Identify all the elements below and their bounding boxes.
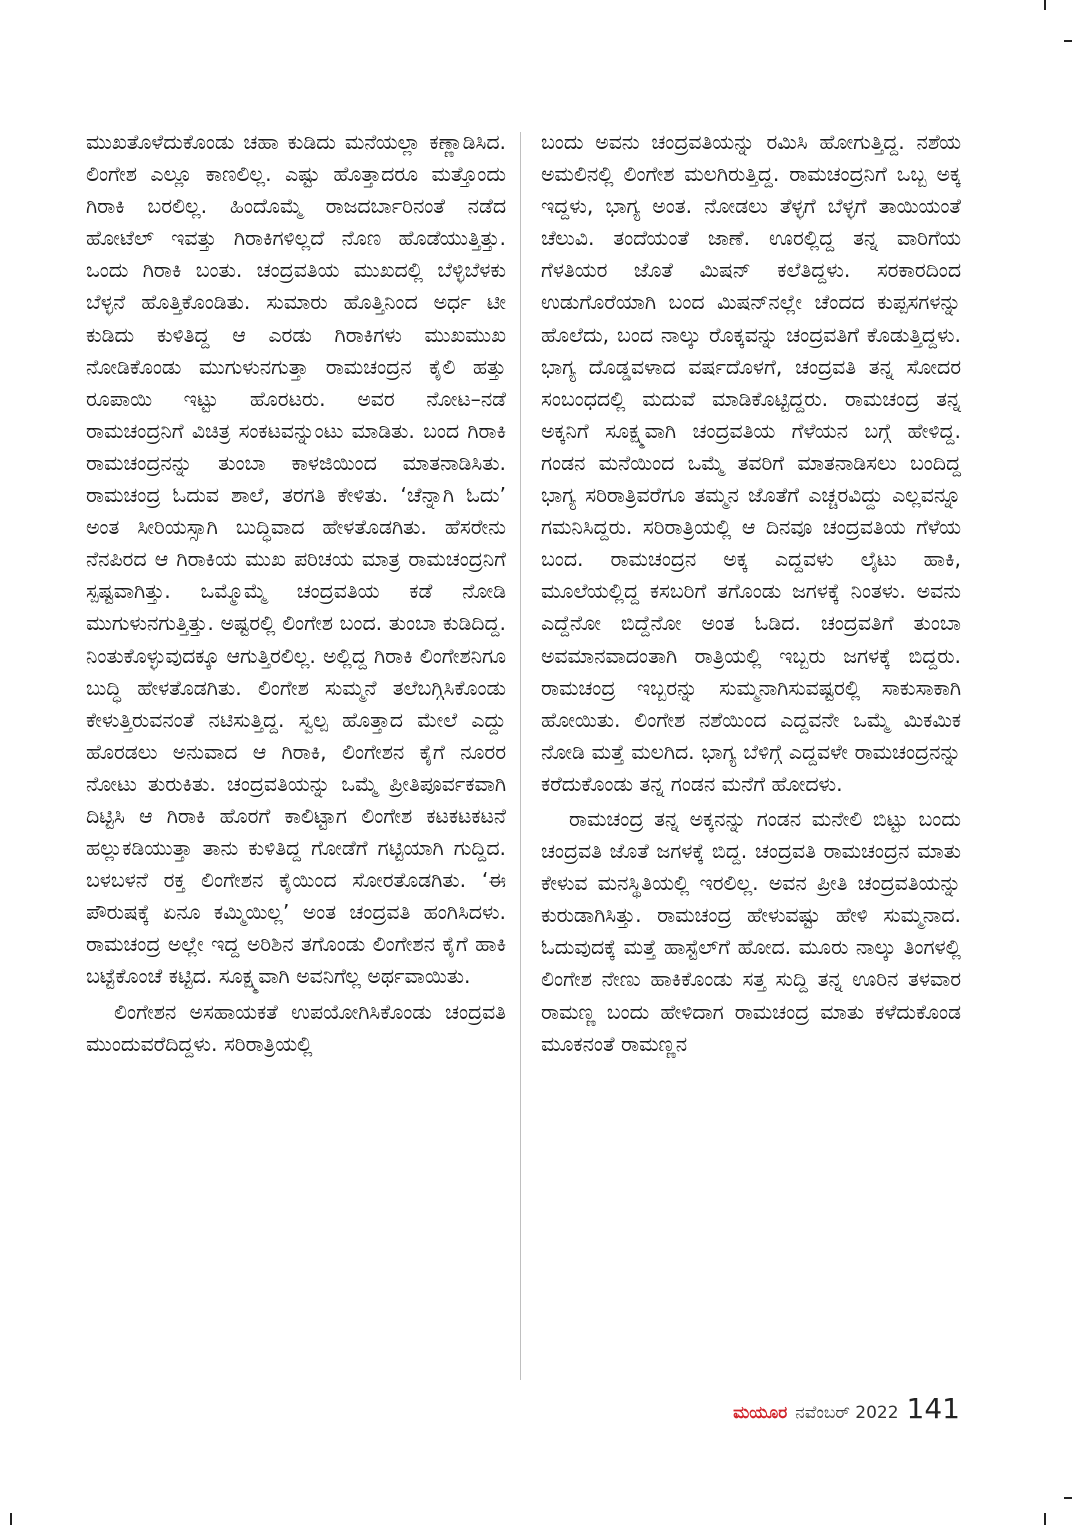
paragraph: ಮುಖತೊಳೆದುಕೊಂಡು ಚಹಾ ಕುಡಿದು ಮನೆಯಲ್ಲಾ ಕಣ್ಣಾಡಿಸಿದ. ಲಿಂಗೇಶ ಎಲ್ಲೂ ಕಾಣಲಿಲ್ಲ. ಎಷ್ಟು ಹೊತ್ತಾದರೂ ಮತ್ತೊಂದು ಗಿರಾಕಿ ಬರಲಿಲ್ಲ. ಹಿಂದೊಮ್ಮೆ ರಾಜದರ್ಬಾರಿನಂತೆ ನಡೆದ ಹೋಟೆಲ್ ಇವತ್ತು ಗಿರಾಕಿಗಳಿಲ್ಲದೆ ನೊಣ ಹೊಡೆಯುತ್ತಿತ್ತು. ಒಂದು ಗಿರಾಕಿ ಬಂತು. ಚಂದ್ರವತಿಯ ಮುಖದಲ್ಲಿ ಬೆಳ್ಳಿಬೆಳಕು ಬೆಳ್ಳನೆ ಹೊತ್ತಿಕೊಂಡಿತು. ಸುಮಾರು ಹೊತ್ತಿನಿಂದ ಅರ್ಧ ಟೀ ಕುಡಿದು ಕುಳಿತಿದ್ದ ಆ ಎರಡು ಗಿರಾಕಿಗಳು ಮುಖಮುಖ ನೋಡಿಕೊಂಡು ಮುಗುಳುನಗುತ್ತಾ ರಾಮಚಂದ್ರನ ಕೈಲಿ ಹತ್ತು ರೂಪಾಯಿ ಇಟ್ಟು ಹೊರಟರು. ಅವರ ನೋಟ–ನಡೆ ರಾಮಚಂದ್ರನಿಗೆ ವಿಚಿತ್ರ ಸಂಕಟವನ್ನುಂಟು ಮಾಡಿತು. ಬಂದ ಗಿರಾಕಿ ರಾಮಚಂದ್ರನನ್ನು ತುಂಬಾ ಕಾಳಜಿಯಿಂದ ಮಾತನಾಡಿಸಿತು. ರಾಮಚಂದ್ರ ಓದುವ ಶಾಲೆ, ತರಗತಿ ಕೇಳಿತು. ‘ಚೆನ್ನಾಗಿ ಓದು’ ಅಂತ ಸೀರಿಯಸ್ಸಾಗಿ ಬುದ್ಧಿವಾದ ಹೇಳತೊಡಗಿತು. ಹೆಸರೇನು ನೆನಪಿರದ ಆ ಗಿರಾಕಿಯ ಮುಖ ಪರಿಚಯ ಮಾತ್ರ ರಾಮಚಂದ್ರನಿಗೆ ಸ್ಪಷ್ಟವಾಗಿತ್ತು. ಒಮ್ಮೊಮ್ಮೆ ಚಂದ್ರವತಿಯ ಕಡೆ ನೋಡಿ ಮುಗುಳುನಗುತ್ತಿತ್ತು. ಅಷ್ಟರಲ್ಲಿ ಲಿಂಗೇಶ ಬಂದ. ತುಂಬಾ ಕುಡಿದಿದ್ದ. ನಿಂತುಕೊಳ್ಳುವುದಕ್ಕೂ ಆಗುತ್ತಿರಲಿಲ್ಲ. ಅಲ್ಲಿದ್ದ ಗಿರಾಕಿ ಲಿಂಗೇಶನಿಗೂ ಬುದ್ಧಿ ಹೇಳತೊಡಗಿತು. ಲಿಂಗೇಶ ಸುಮ್ಮನೆ ತಲೆಬಗ್ಗಿಸಿಕೊಂಡು ಕೇಳುತ್ತಿರುವನಂತೆ ನಟಿಸುತ್ತಿದ್ದ. ಸ್ವಲ್ಪ ಹೊತ್ತಾದ ಮೇಲೆ ಎದ್ದು ಹೊರಡಲು ಅನುವಾದ ಆ ಗಿರಾಕಿ, ಲಿಂಗೇಶನ ಕೈಗೆ ನೂರರ ನೋಟು ತುರುಕಿತು. ಚಂದ್ರವತಿಯನ್ನು ಒಮ್ಮೆ ಪ್ರೀತಿಪೂರ್ವಕವಾಗಿ ದಿಟ್ಟಿಸಿ ಆ ಗಿರಾಕಿ ಹೊರಗೆ ಕಾಲಿಟ್ಟಾಗ ಲಿಂಗೇಶ ಕಟಕಟಕಟನೆ ಹಲ್ಲುಕಡಿಯುತ್ತಾ ತಾನು ಕುಳಿತಿದ್ದ ಗೋಡೆಗೆ ಗಟ್ಟಿಯಾಗಿ ಗುದ್ದಿದ. ಬಳಬಳನೆ ರಕ್ತ ಲಿಂಗೇಶನ ಕೈಯಿಂದ ಸೋರತೊಡಗಿತು. ‘ಈ ಪೌರುಷಕ್ಕೆ ಏನೂ ಕಮ್ಮಿಯಿಲ್ಲ’ ಅಂತ ಚಂದ್ರವತಿ ಹಂಗಿಸಿದಳು. ರಾಮಚಂದ್ರ ಅಲ್ಲೇ ಇದ್ದ ಅರಿಶಿನ ತಗೊಂಡು ಲಿಂಗೇಶನ ಕೈಗೆ ಹಾಕಿ ಬಟ್ಟೆಕೊಂಚೆ ಕಟ್ಟಿದ. ಸೂಕ್ಷ್ಮವಾಗಿ ಅವನಿಗೆಲ್ಲ ಅರ್ಥವಾಯಿತು. bbox=[86, 130, 506, 989]
article-column-left bbox=[86, 126, 506, 1060]
issue-date: ನವೆಂಬರ್ 2022 bbox=[795, 1403, 899, 1423]
paragraph: ರಾಮಚಂದ್ರ ತನ್ನ ಅಕ್ಕನನ್ನು ಗಂಡನ ಮನೇಲಿ ಬಿಟ್ಟು ಬಂದು ಚಂದ್ರವತಿ ಜೊತೆ ಜಗಳಕ್ಕೆ ಬಿದ್ದ. ಚಂದ್ರವತಿ ರಾಮಚಂದ್ರನ ಮಾತು ಕೇಳುವ ಮನಸ್ಥಿತಿಯಲ್ಲಿ ಇರಲಿಲ್ಲ. ಅವನ ಪ್ರೀತಿ ಚಂದ್ರವತಿಯನ್ನು ಕುರುಡಾಗಿಸಿತ್ತು. ರಾಮಚಂದ್ರ ಹೇಳುವಷ್ಟು ಹೇಳಿ ಸುಮ್ಮನಾದ. ಓದುವುದಕ್ಕೆ ಮತ್ತೆ ಹಾಸ್ಟೆಲ್‌ಗೆ ಹೋದ. ಮೂರು ನಾಲ್ಕು ತಿಂಗಳಲ್ಲಿ ಲಿಂಗೇಶ ನೇಣು ಹಾಕಿಕೊಂಡು ಸತ್ತ ಸುದ್ದಿ ತನ್ನ ಊರಿನ ತಳವಾರ ರಾಮಣ್ಣ ಬಂದು ಹೇಳಿದಾಗ ರಾಮಚಂದ್ರ ಮಾತು ಕಳೆದುಕೊಂಡ ಮೂಕನಂತೆ ರಾಮಣ್ಣನ bbox=[541, 806, 961, 1056]
crop-mark-bottom-left bbox=[10, 1513, 12, 1525]
paragraph: ಲಿಂಗೇಶನ ಅಸಹಾಯಕತೆ ಉಪಯೋಗಿಸಿಕೊಂಡು ಚಂದ್ರವತಿ ಮುಂದುವರೆದಿದ್ದಳು. ಸರಿರಾತ್ರಿಯಲ್ಲಿ bbox=[86, 999, 506, 1056]
article-column-right bbox=[541, 126, 961, 1060]
crop-mark-right-bottom bbox=[1064, 1497, 1072, 1499]
crop-mark-top bbox=[1044, 0, 1046, 10]
page-number: 141 bbox=[906, 1392, 960, 1425]
magazine-brand: ಮಯೂರ bbox=[733, 1403, 788, 1423]
column-divider bbox=[520, 132, 521, 1380]
page-footer bbox=[733, 1392, 960, 1425]
paragraph: ಬಂದು ಅವನು ಚಂದ್ರವತಿಯನ್ನು ರಮಿಸಿ ಹೋಗುತ್ತಿದ್ದ. ನಶೆಯ ಅಮಲಿನಲ್ಲಿ ಲಿಂಗೇಶ ಮಲಗಿರುತ್ತಿದ್ದ. ರಾಮಚಂದ್ರನಿಗೆ ಒಬ್ಬ ಅಕ್ಕ ಇದ್ದಳು, ಭಾಗ್ಯ ಅಂತ. ನೋಡಲು ತೆಳ್ಳಗೆ ಬೆಳ್ಳಗೆ ತಾಯಿಯಂತೆ ಚೆಲುವಿ. ತಂದೆಯಂತೆ ಜಾಣೆ. ಊರಲ್ಲಿದ್ದ ತನ್ನ ವಾರಿಗೆಯ ಗೆಳತಿಯರ ಜೊತೆ ಮಿಷನ್ ಕಲೆತಿದ್ದಳು. ಸರಕಾರದಿಂದ ಉಡುಗೊರೆಯಾಗಿ ಬಂದ ಮಿಷನ್‌ನಲ್ಲೇ ಚೆಂದದ ಕುಪ್ಪಸಗಳನ್ನು ಹೊಲೆದು, ಬಂದ ನಾಲ್ಕು ರೊಕ್ಕವನ್ನು ಚಂದ್ರವತಿಗೆ ಕೊಡುತ್ತಿದ್ದಳು. ಭಾಗ್ಯ ದೊಡ್ಡವಳಾದ ವರ್ಷದೊಳಗೆ, ಚಂದ್ರವತಿ ತನ್ನ ಸೋದರ ಸಂಬಂಧದಲ್ಲಿ ಮದುವೆ ಮಾಡಿಕೊಟ್ಟಿದ್ದರು. ರಾಮಚಂದ್ರ ತನ್ನ ಅಕ್ಕನಿಗೆ ಸೂಕ್ಷ್ಮವಾಗಿ ಚಂದ್ರವತಿಯ ಗೆಳೆಯನ ಬಗ್ಗೆ ಹೇಳಿದ್ದ. ಗಂಡನ ಮನೆಯಿಂದ ಒಮ್ಮೆ ತವರಿಗೆ ಮಾತನಾಡಿಸಲು ಬಂದಿದ್ದ ಭಾಗ್ಯ ಸರಿರಾತ್ರಿವರೆಗೂ ತಮ್ಮನ ಜೊತೆಗೆ ಎಚ್ಚರವಿದ್ದು ಎಲ್ಲವನ್ನೂ ಗಮನಿಸಿದ್ದರು. ಸರಿರಾತ್ರಿಯಲ್ಲಿ ಆ ದಿನವೂ ಚಂದ್ರವತಿಯ ಗೆಳೆಯ ಬಂದ. ರಾಮಚಂದ್ರನ ಅಕ್ಕ ಎದ್ದವಳು ಲೈಟು ಹಾಕಿ, ಮೂಲೆಯಲ್ಲಿದ್ದ ಕಸಬರಿಗೆ ತಗೊಂಡು ಜಗಳಕ್ಕೆ ನಿಂತಳು. ಅವನು ಎದ್ದೆನೋ ಬಿದ್ದೆನೋ ಅಂತ ಓಡಿದ. ಚಂದ್ರವತಿಗೆ ತುಂಬಾ ಅವಮಾನವಾದಂತಾಗಿ ರಾತ್ರಿಯಲ್ಲಿ ಇಬ್ಬರು ಜಗಳಕ್ಕೆ ಬಿದ್ದರು. ರಾಮಚಂದ್ರ ಇಬ್ಬರನ್ನು ಸುಮ್ಮನಾಗಿಸುವಷ್ಟರಲ್ಲಿ ಸಾಕುಸಾಕಾಗಿ ಹೋಯಿತು. ಲಿಂಗೇಶ ನಶೆಯಿಂದ ಎದ್ದವನೇ ಒಮ್ಮೆ ಮಿಕಮಿಕ ನೋಡಿ ಮತ್ತೆ ಮಲಗಿದ. ಭಾಗ್ಯ ಬೆಳಿಗ್ಗೆ ಎದ್ದವಳೇ ರಾಮಚಂದ್ರನನ್ನು ಕರೆದುಕೊಂಡು ತನ್ನ ಗಂಡನ ಮನೆಗೆ ಹೋದಳು. bbox=[541, 130, 962, 796]
crop-mark-bottom-right bbox=[1044, 1513, 1046, 1525]
crop-mark-right-top bbox=[1064, 40, 1072, 42]
